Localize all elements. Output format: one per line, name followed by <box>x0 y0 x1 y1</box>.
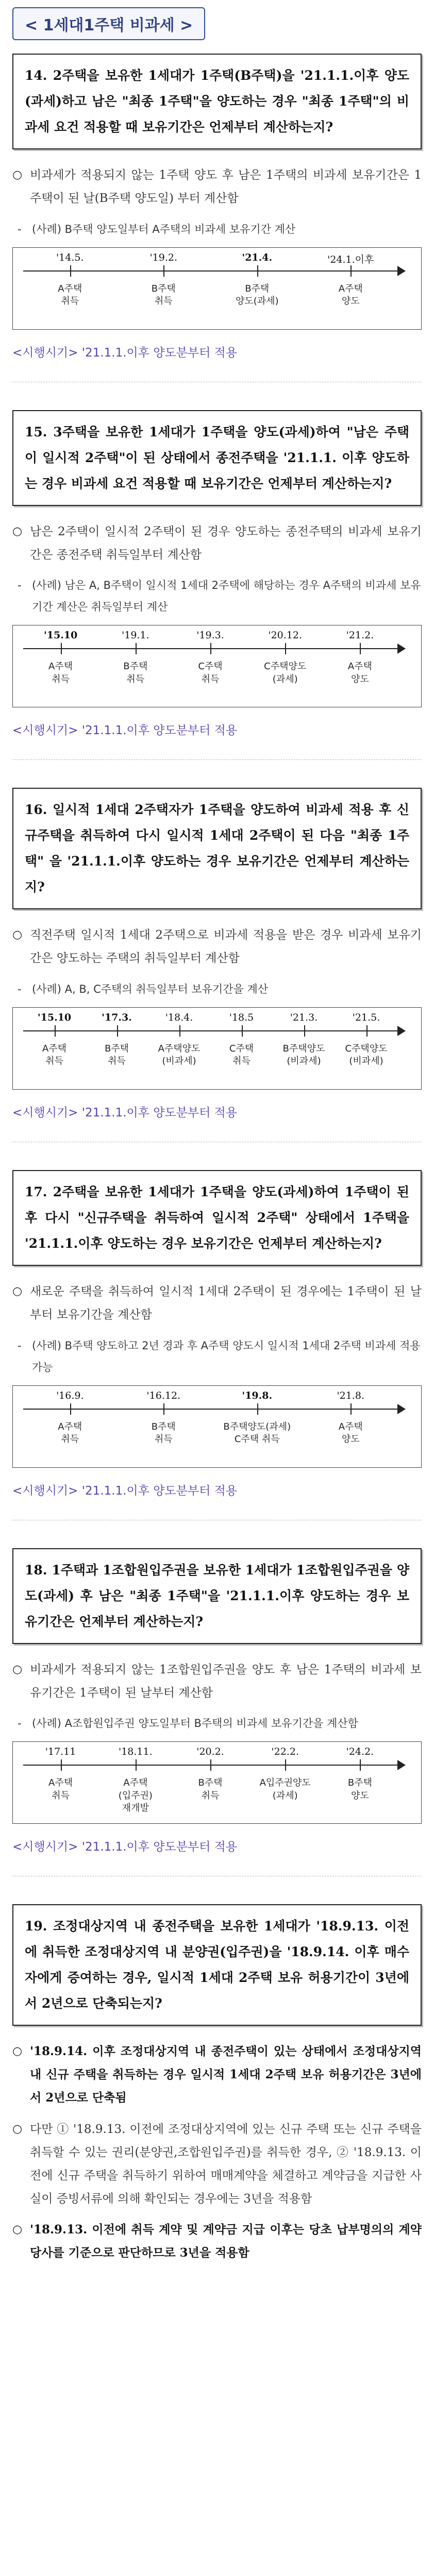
answer-text: 다만 ① '18.9.13. 이전에 조정대상지역에 있는 신규 주택 또는 신규 주택을 취득할 수 있는 권리(분양권,조합원입주권)를 취득한 경우, ② '18.9.13. 이전에 신규 주택을 취득하기 위하여 매매계약을 체결하고 계약금을 지급한 사실이 증빙서류에 의해 확인되는 경우에는 3년을 적용함 <box>30 2122 422 2206</box>
answer-bullet <box>12 924 422 970</box>
timeline-date: '19.8. <box>242 1389 273 1401</box>
hollow-circle-icon: ○ <box>12 1285 23 1298</box>
timeline-date: '19.2. <box>149 251 178 263</box>
timeline-point <box>312 248 389 329</box>
hollow-circle-icon: ○ <box>12 524 23 538</box>
section-divider <box>12 759 422 760</box>
timeline-event: A주택양도 (비과세) <box>158 1043 201 1067</box>
timeline-tick-mark <box>360 643 361 654</box>
timeline-point <box>273 1008 335 1089</box>
timeline-date: '17.3. <box>102 1012 132 1024</box>
example-text: (사례) A조합원입주권 양도일부터 B주택의 비과세 보유기간을 계산함 <box>32 1717 358 1730</box>
timeline-tick-mark <box>61 643 62 654</box>
example-note <box>18 574 422 618</box>
timeline-point <box>31 1386 109 1467</box>
arrow-right-icon <box>397 643 406 654</box>
timeline-event: B주택 취득 <box>151 1421 176 1445</box>
timeline-event: A주택 취득 <box>58 1421 82 1445</box>
timeline-tick-mark <box>163 1403 164 1415</box>
answer-bullet <box>12 1280 422 1327</box>
timeline-tick-mark <box>55 1025 56 1037</box>
arrow-right-icon <box>397 1026 406 1036</box>
timeline-date: '15.10 <box>43 630 78 641</box>
example-note <box>18 1713 422 1734</box>
dash-icon: - <box>18 223 22 235</box>
question-box: 14. 2주택을 보유한 1세대가 1주택(B주택)을 '21.1.1.이후 양도(과세)하고 남은 "최종 1주택"을 양도하는 경우 "최종 1주택"의 비과세 요건 적용할 때 보유기간은 언제부터 계산하는지? <box>12 54 422 149</box>
question-box: 17. 2주택을 보유한 1세대가 1주택을 양도(과세)하여 1주택이 된 후 다시 "신규주택을 취득하여 일시적 2주택" 상태에서 1주택을 '21.1.1.이후 양도하는 경우 보유기간은 언제부터 계산하는지? <box>12 1170 422 1266</box>
timeline-event: C주택양도 (과세) <box>264 661 307 685</box>
timeline-event: B주택 취득 <box>123 661 148 685</box>
timeline-event: C주택양도 (비과세) <box>345 1043 388 1067</box>
timeline-point <box>125 248 202 329</box>
arrow-right-icon <box>397 266 406 276</box>
timeline-ticks <box>23 1008 397 1089</box>
timeline-tick-mark <box>136 1759 137 1771</box>
answer-text: 새로운 주택을 취득하여 일시적 1세대 2주택이 된 경우에는 1주택이 된 날부터 보유기간을 계산함 <box>30 1285 422 1321</box>
dash-icon: - <box>18 1339 22 1352</box>
dash-icon: - <box>18 1717 22 1730</box>
question-box: 16. 일시적 1세대 2주택자가 1주택을 양도하여 비과세 적용 후 신규주택을 취득하여 다시 일시적 1세대 2주택이 된 다음 "최종 1주택" 을 '21.1.1.이후 양도하는 경우 보유기간은 언제부터 계산하는지? <box>12 788 422 909</box>
answer-text: '18.9.13. 이전에 취득 계약 및 계약금 지급 이후는 당초 납부명의의 계약당사를 기준으로 판단하므로 3년을 적용함 <box>30 2223 422 2260</box>
effective-date-note: <시행시기> '21.1.1.이후 양도분부터 적용 <box>12 724 238 738</box>
timeline-event: B주택 취득 <box>104 1043 129 1067</box>
timeline-tick-mark <box>210 643 211 654</box>
timeline-date: '21.4. <box>242 251 273 263</box>
question-box: 18. 1주택과 1조합원입주권을 보유한 1세대가 1조합원입주권을 양도(과세) 후 남은 "최종 1주택"을 '21.1.1.이후 양도하는 경우 보유기간은 언제부터 계산하는지? <box>12 1548 422 1644</box>
timeline-event: A주택 취득 <box>48 1777 73 1801</box>
timeline-tick-mark <box>117 1025 118 1037</box>
question-box: 19. 조정대상지역 내 종전주택을 보유한 1세대가 '18.9.13. 이전에 취득한 조정대상지역 내 분양권(입주권)을 '18.9.14. 이후 매수자에게 증여하는 경우, 일시적 1세대 2주택 보유 허용기간이 3년에서 2년으로 단축되는지? <box>12 1904 422 2026</box>
timeline-date: '18.4. <box>165 1012 193 1024</box>
timeline-box <box>12 1007 422 1090</box>
timeline-tick-mark <box>360 1759 361 1771</box>
hollow-circle-icon: ○ <box>12 2122 23 2136</box>
timeline-date: '16.12. <box>146 1389 181 1401</box>
timeline-date: '19.3. <box>196 630 224 641</box>
timeline-date: '20.2. <box>196 1746 224 1758</box>
hollow-circle-icon: ○ <box>12 2045 23 2058</box>
dash-icon: - <box>18 983 22 996</box>
timeline-box <box>12 1741 422 1824</box>
timeline-tick-mark <box>366 1025 368 1037</box>
timeline-event: B주택 취득 <box>151 283 176 307</box>
timeline-date: '21.8. <box>337 1389 365 1401</box>
timeline-tick-mark <box>179 1025 180 1037</box>
timeline-date: '21.3. <box>290 1012 318 1024</box>
timeline-point <box>323 625 397 707</box>
effective-date-note: <시행시기> '21.1.1.이후 양도분부터 적용 <box>12 346 238 360</box>
effective-date-note: <시행시기> '21.1.1.이후 양도분부터 적용 <box>12 1484 238 1498</box>
timeline-date: '24.1.이후 <box>327 253 374 265</box>
timeline-tick-mark <box>136 643 137 654</box>
timeline-event: B주택 취득 <box>198 1777 223 1801</box>
timeline-tick-mark <box>257 1403 258 1415</box>
timeline-point <box>248 625 323 707</box>
timeline-point <box>23 1008 86 1089</box>
example-text: (사례) A, B, C주택의 취득일부터 보유기간을 계산 <box>32 983 269 996</box>
timeline-point <box>219 248 296 329</box>
answer-bullet <box>12 2118 422 2210</box>
example-text: (사례) B주택 양도일부터 A주택의 비과세 보유기간 계산 <box>32 223 296 235</box>
timeline-event: A주택 취득 <box>58 283 82 307</box>
timeline-point <box>148 1008 210 1089</box>
timeline-point <box>335 1008 397 1089</box>
timeline-date: '21.5. <box>352 1012 380 1024</box>
timeline-point <box>248 1742 323 1823</box>
timeline-point <box>98 625 173 707</box>
timeline-date: '17.11 <box>45 1746 76 1758</box>
timeline-point <box>323 1742 397 1823</box>
timeline-event: A주택 (입주권) 재개발 <box>118 1777 153 1814</box>
timeline-point <box>31 248 109 329</box>
question-box: 15. 3주택을 보유한 1세대가 1주택을 양도(과세)하여 "남은 주택이 일시적 2주택"이 된 상태에서 종전주택을 '21.1.1. 이후 양도하는 경우 비과세 요건 적용할 때 보유기간은 언제부터 계산하는지? <box>12 410 422 506</box>
timeline-ticks <box>23 1386 397 1467</box>
hollow-circle-icon: ○ <box>12 1663 23 1676</box>
timeline-ticks <box>23 1742 397 1823</box>
arrow-right-icon <box>397 1760 406 1770</box>
timeline-event: A주택 양도 <box>338 1421 363 1445</box>
timeline-tick-mark <box>163 265 164 277</box>
timeline-ticks <box>23 625 397 707</box>
timeline-tick-mark <box>350 265 352 277</box>
effective-date-note: <시행시기> '21.1.1.이후 양도분부터 적용 <box>12 1106 238 1120</box>
answer-text: 직전주택 일시적 1세대 2주택으로 비과세 적용을 받은 경우 비과세 보유기간은 양도하는 주택의 취득일부터 계산함 <box>30 928 422 965</box>
answer-bullet <box>12 2040 422 2110</box>
example-text: (사례) 남은 A, B주택이 일시적 1세대 2주택에 해당하는 경우 A주택의 비과세 보유기간 계산은 취득일부터 계산 <box>32 579 421 614</box>
answer-bullet <box>12 1658 422 1705</box>
example-text: (사례) B주택 양도하고 2년 경과 후 A주택 양도시 일시적 1세대 2주택 비과세 적용 가능 <box>32 1339 421 1374</box>
answer-text: 비과세가 적용되지 않는 1주택 양도 후 남은 1주택의 비과세 보유기간은 1주택이 된 날(B주택 양도일) 부터 계산함 <box>30 168 422 205</box>
dash-icon: - <box>18 579 22 592</box>
effective-date-note: <시행시기> '21.1.1.이후 양도분부터 적용 <box>12 1840 238 1854</box>
timeline-point <box>86 1008 148 1089</box>
timeline-tick-mark <box>285 643 286 654</box>
timeline-date: '18.5 <box>229 1012 254 1024</box>
timeline-tick-mark <box>70 1403 71 1415</box>
timeline-event: A주택 양도 <box>338 283 363 307</box>
timeline-event: B주택양도(과세) C주택 취득 <box>223 1421 291 1445</box>
timeline-tick-mark <box>61 1759 62 1771</box>
timeline-tick-mark <box>70 265 71 277</box>
timeline-event: B주택 양도 <box>347 1777 372 1801</box>
timeline-event: B주택양도 (비과세) <box>282 1043 325 1067</box>
timeline-box <box>12 247 422 330</box>
timeline-tick-mark <box>257 265 258 277</box>
timeline-date: '20.12. <box>268 630 303 641</box>
timeline-tick-mark <box>350 1403 352 1415</box>
timeline-tick-mark <box>210 1759 211 1771</box>
timeline-event: A입주권양도 (과세) <box>259 1777 311 1801</box>
timeline-tick-mark <box>242 1025 243 1037</box>
example-note <box>18 978 422 1000</box>
timeline-event: A주택 취득 <box>42 1043 67 1067</box>
timeline-point <box>173 625 247 707</box>
timeline-tick-mark <box>304 1025 305 1037</box>
answer-bullet <box>12 520 422 567</box>
timeline-point <box>23 1742 98 1823</box>
timeline-event: A주택 양도 <box>347 661 372 685</box>
timeline-tick-mark <box>285 1759 286 1771</box>
timeline-point <box>210 1008 273 1089</box>
timeline-point <box>125 1386 202 1467</box>
timeline-point <box>23 625 98 707</box>
arrow-right-icon <box>397 1404 406 1414</box>
timeline-point <box>173 1742 247 1823</box>
timeline-date: '16.9. <box>56 1389 84 1401</box>
example-note <box>18 218 422 240</box>
qa-sections <box>12 54 422 2265</box>
hollow-circle-icon: ○ <box>12 168 23 181</box>
timeline-date: '19.1. <box>122 630 149 641</box>
timeline-date: '15.10 <box>37 1012 72 1024</box>
timeline-event: B주택 양도(과세) <box>235 283 279 307</box>
example-note <box>18 1335 422 1378</box>
answer-bullet <box>12 2218 422 2265</box>
timeline-point <box>98 1742 173 1823</box>
timeline-date: '18.11. <box>118 1746 153 1758</box>
timeline-box <box>12 1385 422 1468</box>
timeline-date: '24.2. <box>346 1746 374 1758</box>
answer-text: '18.9.14. 이후 조정대상지역 내 종전주택이 있는 상태에서 조정대상지역 내 신규 주택을 취득하는 경우 일시적 1세대 2주택 보유 허용기간은 3년에서 2년으로 단축됨 <box>30 2044 422 2105</box>
timeline-date: '21.2. <box>346 630 374 641</box>
timeline-date: '14.5. <box>56 251 84 263</box>
timeline-event: C주택 취득 <box>229 1043 254 1067</box>
timeline-ticks <box>23 248 397 329</box>
answer-text: 비과세가 적용되지 않는 1조합원입주권을 양도 후 남은 1주택의 비과세 보유기간은 1주택이 된 날부터 계산함 <box>30 1663 422 1700</box>
timeline-event: C주택 취득 <box>198 661 223 685</box>
timeline-date: '22.2. <box>271 1746 299 1758</box>
section-banner: < 1세대1주택 비과세 > <box>12 7 205 40</box>
answer-bullet <box>12 164 422 210</box>
answer-text: 남은 2주택이 일시적 2주택이 된 경우 양도하는 종전주택의 비과세 보유기간은 종전주택 취득일부터 계산함 <box>30 524 422 562</box>
hollow-circle-icon: ○ <box>12 928 23 942</box>
timeline-point <box>312 1386 389 1467</box>
timeline-point <box>219 1386 296 1467</box>
hollow-circle-icon: ○ <box>12 2223 23 2236</box>
timeline-box <box>12 625 422 707</box>
timeline-event: A주택 취득 <box>48 661 73 685</box>
